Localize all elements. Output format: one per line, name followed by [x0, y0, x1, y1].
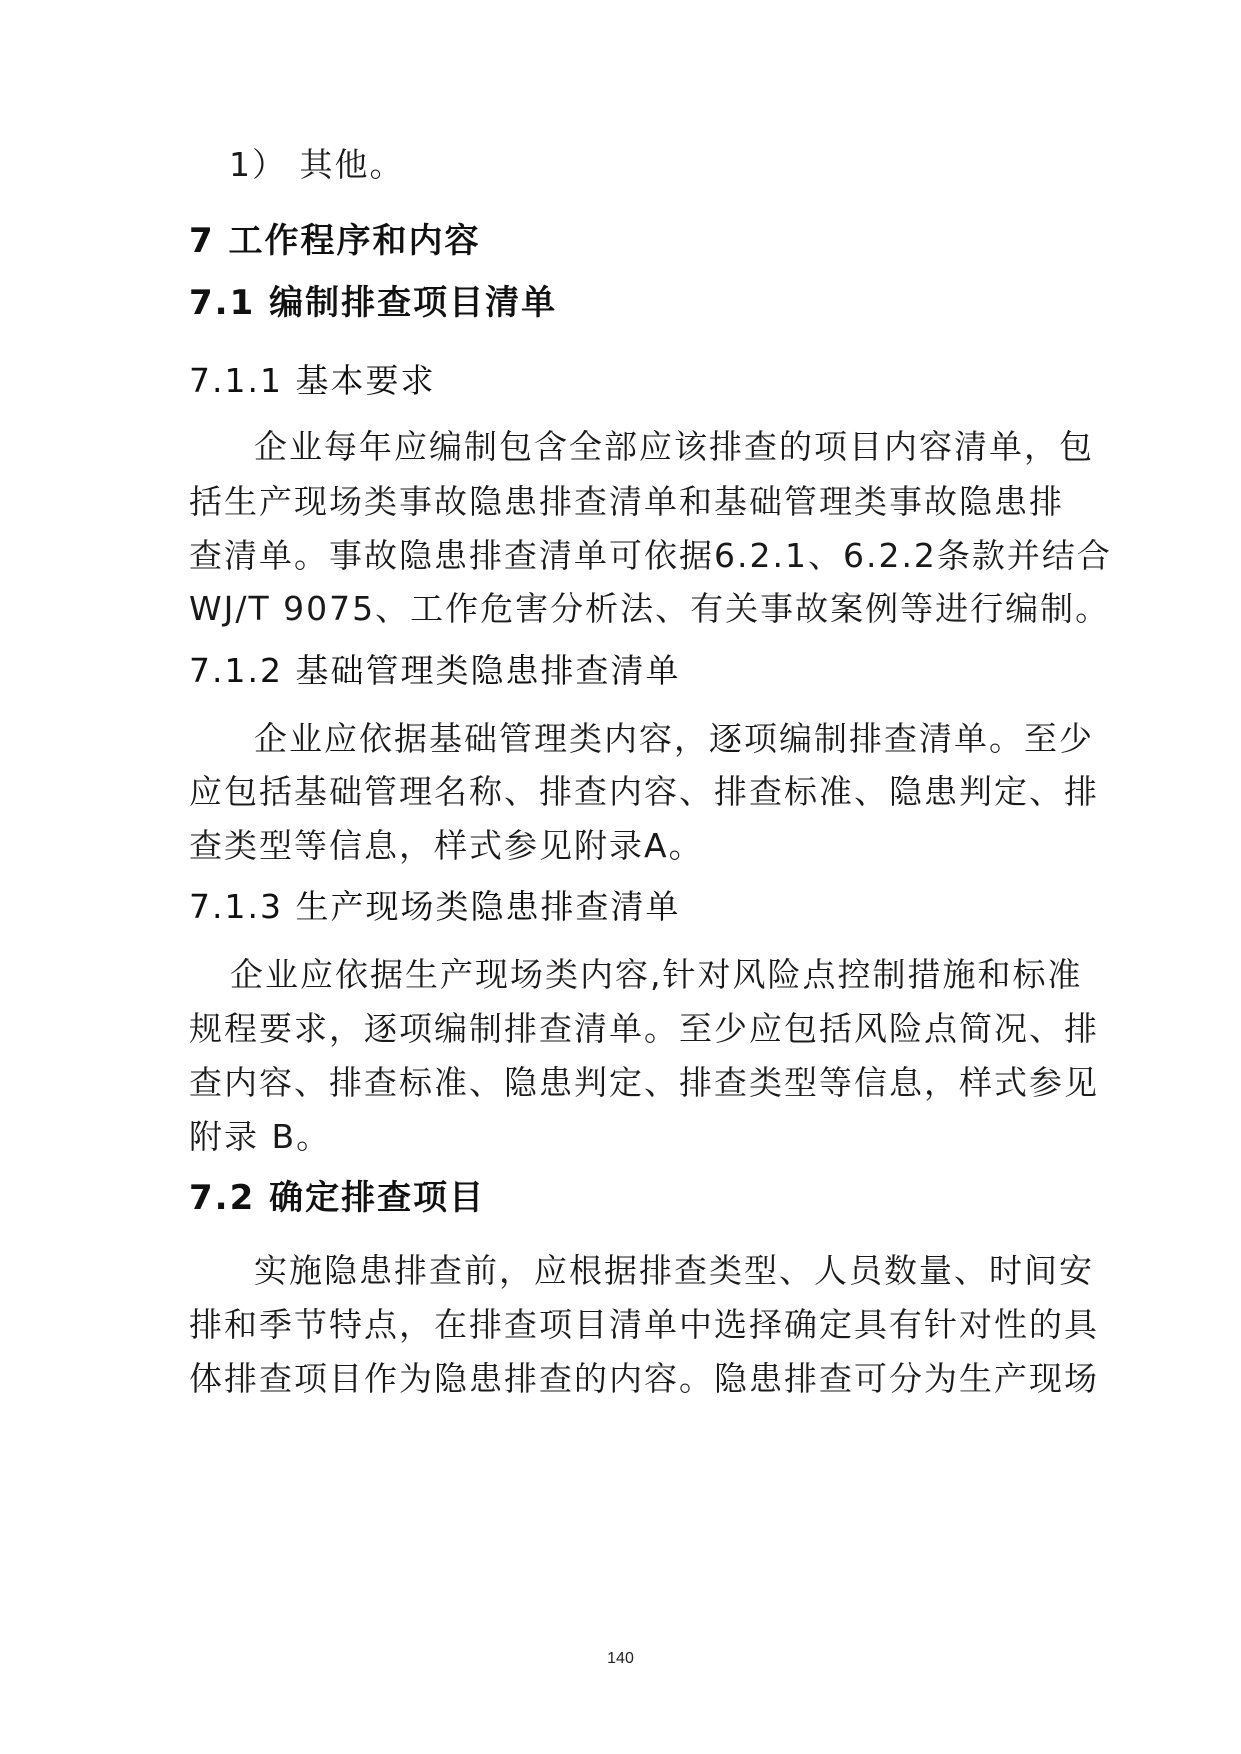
- paragraph-line: 企业应依据基础管理类内容，逐项编制排查清单。至少: [254, 719, 1094, 758]
- section-heading-7-1: 7.1 编制排查项目清单: [189, 283, 558, 323]
- section-heading-7-1-3: 7.1.3 生产现场类隐患排查清单: [189, 887, 681, 926]
- paragraph-line: 应包括基础管理名称、排查内容、排查标准、隐患判定、排: [189, 772, 1099, 811]
- paragraph-line: 查清单。事故隐患排查清单可依据6.2.1、6.2.2条款并结合: [189, 536, 1112, 575]
- paragraph-line: 附录 B。: [189, 1117, 332, 1156]
- page-number: 140: [607, 1650, 634, 1667]
- paragraph-line: 企业每年应编制包含全部应该排查的项目内容清单，包: [254, 427, 1094, 466]
- paragraph-line: 实施隐患排查前，应根据排查类型、人员数量、时间安: [254, 1251, 1094, 1290]
- section-heading-7-1-2: 7.1.2 基础管理类隐患排查清单: [189, 651, 681, 690]
- section-heading-7-1-1: 7.1.1 基本要求: [189, 361, 436, 400]
- paragraph-line: 查内容、排查标准、隐患判定、排查类型等信息，样式参见: [189, 1063, 1099, 1102]
- paragraph-line: 查类型等信息，样式参见附录A。: [189, 826, 704, 865]
- paragraph-line: 企业应依据生产现场类内容,针对风险点控制措施和标准: [230, 955, 1083, 994]
- section-heading-7-2: 7.2 确定排查项目: [189, 1178, 486, 1218]
- paragraph-line: 规程要求，逐项编制排查清单。至少应包括风险点简况、排: [189, 1009, 1099, 1048]
- paragraph-line: 体排查项目作为隐患排查的内容。隐患排查可分为生产现场: [189, 1359, 1099, 1398]
- paragraph-line: 排和季节特点，在排查项目清单中选择确定具有针对性的具: [189, 1305, 1099, 1344]
- section-heading-7: 7 工作程序和内容: [189, 221, 481, 261]
- paragraph-line: 括生产现场类事故隐患排查清单和基础管理类事故隐患排: [189, 482, 1064, 521]
- paragraph-line: WJ/T 9075、工作危害分析法、有关事故案例等进行编制。: [189, 589, 1111, 628]
- list-item-other: 1） 其他。: [229, 145, 405, 184]
